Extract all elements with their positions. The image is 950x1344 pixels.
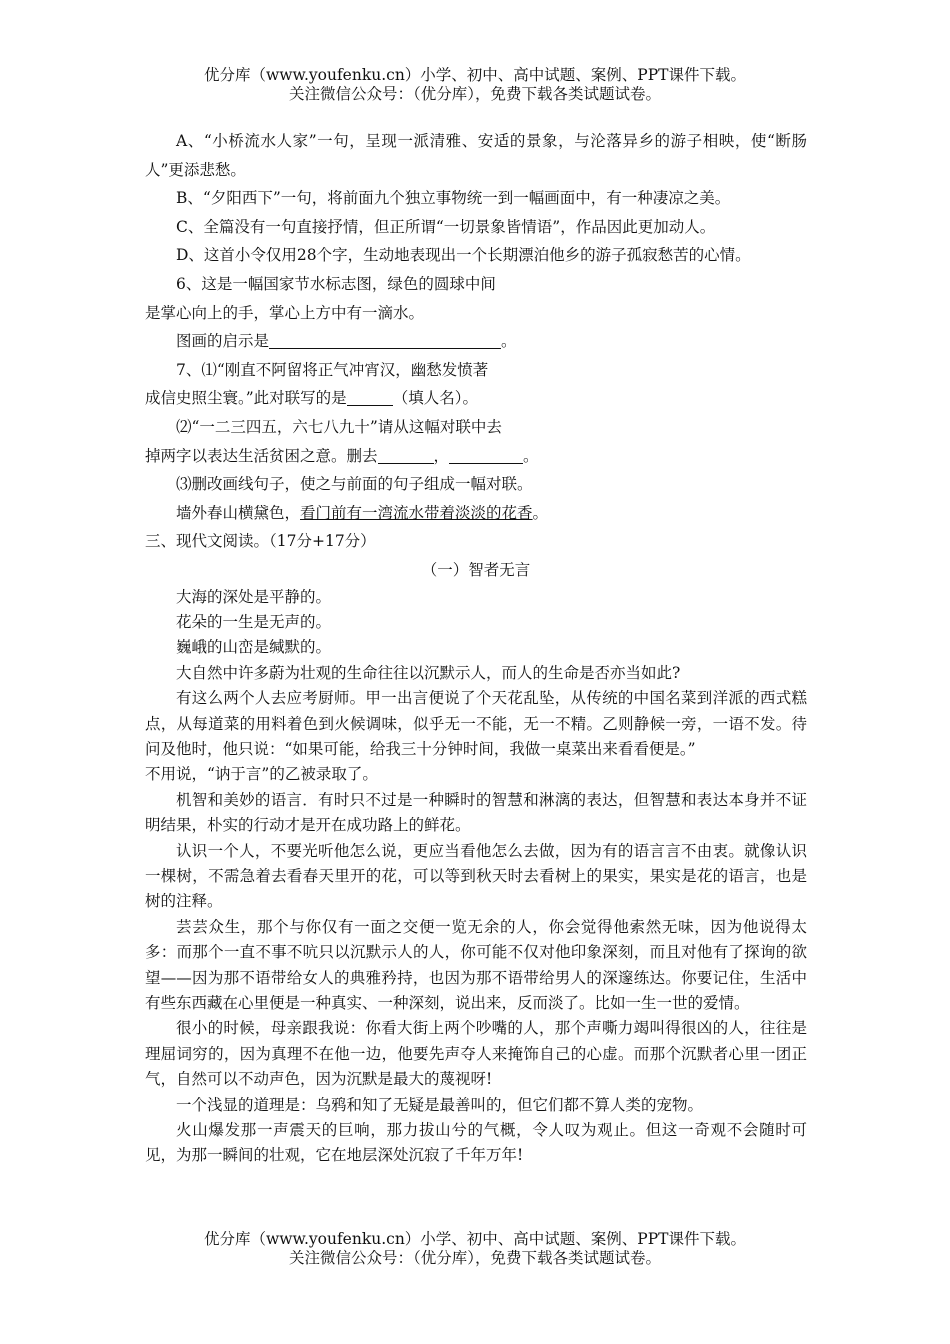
article-para-12: 火山爆发那一声震天的巨响，那力拔山兮的气概，令人叹为观止。但这一奇观不会随时可见，为那一瞬间的壮观，它在地层深处沉寂了千年万年! [145,1121,807,1165]
q7-2-comma: ， [433,446,450,465]
article-para-1: 大海的深处是平静的。 [176,587,332,606]
footer-line-2: 关注微信公众号：（优分库），免费下载各类试题试卷。 [288,1249,661,1267]
q7-1-end: （填人名）。 [392,389,478,408]
article-title: （一）智者无言 [421,560,531,579]
article-para-2: 花朵的一生是无声的。 [176,612,332,631]
q7-1-line-2 [145,384,807,413]
page-header [0,66,950,104]
header-line-1: 优分库（www.youfenku.cn）小学、初中、高中试题、案例、PPT课件下载。 [203,66,747,84]
q7-2-end: 。 [523,446,539,465]
couplet-first-half: 墙外春山横黛色， [176,503,301,522]
q7-1-line-1: 7、⑴“刚直不阿留将正气冲宵汉，幽愁发愤著 [176,360,489,379]
q6-line-1: 6、这是一幅国家节水标志图，绿色的圆球中间 [176,274,496,293]
q7-3-line-1: ⑶删改画线句子，使之与前面的句子组成一幅对联。 [176,475,533,494]
q6-end: 。 [501,332,517,351]
section-3-title: 三、现代文阅读。（17分+17分） [145,532,376,551]
article-para-5: 有这么两个人去应考厨师。甲一出言便说了个天花乱坠，从传统的中国名菜到洋派的西式糕点，从每道菜的用料着色到火候调味，似乎无一不能，无一不精。乙则静候一旁，一语不发。待问及他时，他只说：“如果可能，给我三十分钟时间，我做一桌菜出来看看便是。” [145,689,807,758]
q7-1-prompt: 成信史照尘寰。”此对联写的是 [145,389,347,408]
q6-prompt: 图画的启示是 [176,332,270,351]
article-para-11: 一个浅显的道理是：乌鸦和知了无疑是最善叫的，但它们都不算人类的宠物。 [176,1095,704,1114]
option-d: D、这首小令仅用28个字，生动地表现出一个长期漂泊他乡的游子孤寂愁苦的心情。 [176,246,751,265]
q6-line-3 [145,327,807,356]
q7-2-answer-blank-1[interactable] [378,447,434,464]
document-body [145,127,807,1169]
article-para-10: 很小的时候，母亲跟我说：你看大街上两个吵嘴的人，那个声嘶力竭叫得很凶的人，往往是理屈词穷的，因为真理不在他一边，他要先声夺人来掩饰自己的心虚。而那个沉默者心里一团正气，自然可以不动声色，因为沉默是最大的蔑视呀! [145,1019,807,1089]
page-footer [0,1230,950,1268]
option-c: C、全篇没有一句直接抒情，但正所谓“一切景象皆情语”，作品因此更加动人。 [176,217,716,236]
article-para-7: 机智和美妙的语言．有时只不过是一种瞬时的智慧和淋漓的表达，但智慧和表达本身并不证明结果，朴实的行动才是开在成功路上的鲜花。 [145,790,807,835]
option-b: B、“夕阳西下”一句，将前面九个独立事物统一到一幅画面中，有一种凄凉之美。 [176,189,731,208]
article-para-3: 巍峨的山峦是缄默的。 [176,638,332,657]
article-para-4: 大自然中许多蔚为壮观的生命往往以沉默示人，而人的生命是否亦当如此? [176,663,681,682]
q7-2-prompt: 掉两字以表达生活贫困之意。删去 [145,446,378,465]
underlined-sentence: 看门前有一湾流水带着淡淡的花香 [300,503,533,522]
option-a: A、“小桥流水人家”一句，呈现一派清雅、安适的景象，与沦落异乡的游子相映，使“断肠人”更添悲愁。 [145,132,807,179]
q7-2-line-2 [145,442,807,471]
q7-3-line-2 [145,499,807,528]
article-text [145,585,807,1169]
article-para-9: 芸芸众生，那个与你仅有一面之交便一览无余的人，你会觉得他索然无味，因为他说得太多：而那个一直不事不吭只以沉默示人的人，你可能不仅对他印象深刻，而且对他有了探询的欲望——因为那不语带给女人的典雅矜持，也因为那不语带给男人的深邃练达。你要记住，生活中有些东西藏在心里便是一种真实、一种深刻，说出来，反而淡了。比如一生一世的爱情。 [145,917,807,1012]
footer-line-1: 优分库（www.youfenku.cn）小学、初中、高中试题、案例、PPT课件下载。 [203,1230,747,1248]
q7-2-line-1: ⑵“一二三四五，六七八九十”请从这幅对联中去 [176,417,502,436]
q6-answer-blank[interactable] [269,333,501,350]
q6-line-2: 是掌心向上的手，掌心上方中有一滴水。 [145,303,425,322]
article-para-8: 认识一个人，不要光听他怎么说，更应当看他怎么去做，因为有的语言言不由衷。就像认识一棵树，不需急着去看春天里开的花，可以等到秋天时去看树上的果实，果实是花的语言，也是树的注释。 [145,841,807,911]
q7-1-answer-blank[interactable] [347,390,393,407]
article-para-6: 不用说，“讷于言”的乙被录取了。 [145,765,378,784]
header-line-2: 关注微信公众号：（优分库），免费下载各类试题试卷。 [288,85,661,103]
couplet-end: 。 [532,503,549,522]
q7-2-answer-blank-2[interactable] [449,447,523,464]
